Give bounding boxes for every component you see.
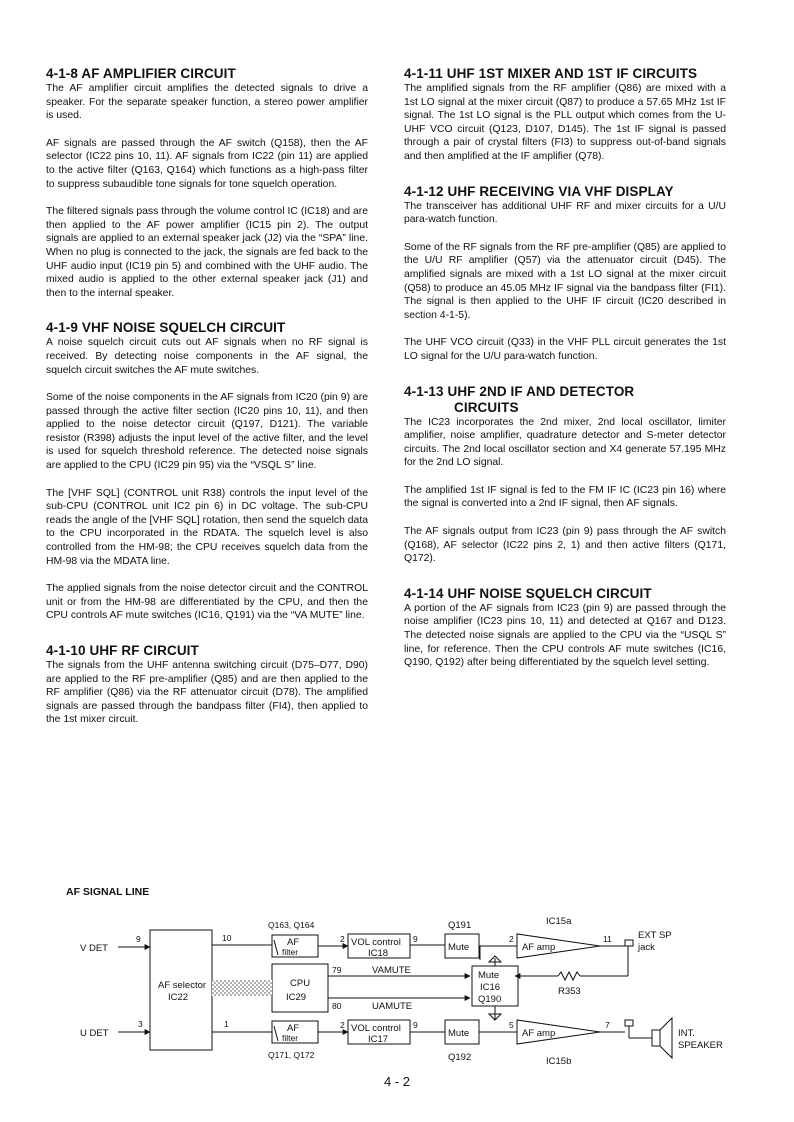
pin-label: 2 xyxy=(509,934,514,944)
pin-label: 2 xyxy=(340,1020,345,1030)
ext-sp-sub: jack xyxy=(638,942,655,953)
right-column xyxy=(404,66,726,684)
udet-label: U DET xyxy=(80,1028,109,1039)
af-amp-label: AF amp xyxy=(522,1028,556,1039)
data-bus xyxy=(212,980,272,996)
int-sp-label: INT. xyxy=(678,1028,695,1039)
q191-label: Q191 xyxy=(448,920,472,931)
section-uhf-1st-mixer xyxy=(404,66,726,164)
vdet-label: V DET xyxy=(80,943,108,954)
pin-label: 7 xyxy=(605,1020,610,1030)
ext-sp-jack xyxy=(625,940,633,946)
mute-label: Mute xyxy=(448,1028,470,1039)
cpu-label: CPU xyxy=(290,978,311,989)
uamute-label: UAMUTE xyxy=(372,1001,413,1012)
section-heading: 4-1-14 UHF NOISE SQUELCH CIRCUIT xyxy=(404,585,652,601)
mute-center-label: Mute xyxy=(478,970,500,981)
section-heading: 4-1-9 VHF NOISE SQUELCH CIRCUIT xyxy=(46,320,286,336)
pin-label: 3 xyxy=(138,1019,143,1029)
pin-label: 79 xyxy=(332,965,342,975)
paragraph: A noise squelch circuit cuts out AF signals when no RF signal is received. By detecting noise components in the AF signal, the squelch circuit switches the AF mute switches. xyxy=(46,337,368,376)
section-uhf-receiving-vhf-display xyxy=(404,184,726,364)
mute-center-q: Q190 xyxy=(478,994,502,1005)
section-heading: 4-1-11 UHF 1ST MIXER AND 1ST IF CIRCUITS xyxy=(404,66,698,81)
af-signal-line-diagram xyxy=(60,900,750,1090)
vol-ic: IC18 xyxy=(368,948,389,959)
af-selector-label: AF selector xyxy=(158,980,207,991)
ext-sp-label: EXT SP xyxy=(638,930,672,941)
q192-label: Q192 xyxy=(448,1052,472,1063)
section-heading: 4-1-10 UHF RF CIRCUIT xyxy=(46,643,199,658)
section-vhf-noise-squelch xyxy=(46,320,368,623)
section-heading xyxy=(404,384,726,416)
paragraph: Some of the RF signals from the RF pre-amplifier (Q85) are applied to the U/U RF amplifier (Q57) via the attenuator circuit (D45). The amplified signals are mixed with a 1st LO signal at the mixer circuit (Q58) to produce an 45.05 MHz IF signal via the bandpass filter (FI1). The signal is then applied to the UHF IF circuit (IC20 described in section 4-1-5). xyxy=(404,241,726,321)
paragraph: Some of the noise components in the AF signals from IC20 (pin 9) are passed through the active filter section (IC20 pins 10, 11), and then applied to the noise detector circuit (Q197, D121). The variable resistor (R398) adjusts the input level of the active filter, and the level is used for squelch threshold reference. The detected noise signals are applied to the CPU (IC29 pin 95) via the “VSQL S” line. xyxy=(46,392,368,472)
paragraph: The IC23 incorporates the 2nd mixer, 2nd local oscillator, limiter amplifier, noise amplifier, quadrature detector and S-meter detector circuits. The 2nd local oscillator section and X4 generate 57.195 MHz for the 2nd LO signal. xyxy=(404,416,726,469)
section-af-amplifier xyxy=(46,66,368,300)
af-filter-label: AF xyxy=(287,937,300,948)
af-amp-label: AF amp xyxy=(522,942,556,953)
pin-label: 80 xyxy=(332,1001,342,1011)
ic15b-label: IC15b xyxy=(546,1056,572,1067)
heading-line-1: 4-1-13 UHF 2ND IF AND DETECTOR xyxy=(404,383,635,399)
vol-ic: IC17 xyxy=(368,1034,389,1045)
paragraph: A portion of the AF signals from IC23 (pin 9) are passed through the noise amplifier (IC23 pins 10, 11) and detected at Q167 and D123. The detected noise signals are applied to the CPU via the “USQL S” line, for reference. Then the CPU controls AF mute switches (IC16, Q190, Q192) after being differentiated by the squelch level setting. xyxy=(404,602,726,669)
paragraph: The filtered signals pass through the volume control IC (IC18) and are then applied to the AF power amplifier (IC15 pin 2). The output signals are applied to an external speaker jack (J2) via the “SPA” line. When no plug is connected to the jack, the signals are fed back to the UHF audio input (IC19 pin 5) and combined with the UHF audio. The mixed audio is applied to the other external speaker jack (J1) and then to the internal speaker. xyxy=(46,206,368,299)
section-uhf-noise-squelch xyxy=(404,586,726,670)
section-heading: 4-1-8 AF AMPLIFIER CIRCUIT xyxy=(46,66,236,81)
paragraph: The UHF VCO circuit (Q33) in the VHF PLL circuit generates the 1st LO signal for the U/U para-watch function. xyxy=(404,337,726,362)
pin-label: 10 xyxy=(222,933,232,943)
int-jack xyxy=(625,1020,633,1026)
paragraph: The AF signals output from IC23 (pin 9) pass through the AF switch (Q168), AF selector (IC22 pins 2, 1) and then active filters (Q171, Q172). xyxy=(404,526,726,565)
paragraph: The amplified 1st IF signal is fed to the FM IF IC (IC23 pin 16) where the signal is converted into a 2nd IF signal, then AF signals. xyxy=(404,484,726,510)
mute-label: Mute xyxy=(448,942,470,953)
vamute-label: VAMUTE xyxy=(372,965,411,976)
section-uhf-rf xyxy=(46,643,368,727)
pin-label: 11 xyxy=(603,934,612,944)
mute-center-ic: IC16 xyxy=(480,982,501,993)
af-filter-sub: filter xyxy=(282,947,299,957)
left-column xyxy=(46,66,368,741)
pin-label: 5 xyxy=(509,1020,514,1030)
paragraph: The signals from the UHF antenna switching circuit (D75–D77, D90) are applied to the RF pre-amplifier (Q85) and are then applied to the RF amplifier (Q86) via the RF attenuator circuit (D78). The amplified signals are passed through the bandpass filter (FI4), then applied to the 1st mixer circuit. xyxy=(46,660,368,726)
r353-resistor xyxy=(558,972,580,980)
section-uhf-2nd-if xyxy=(404,384,726,566)
af-selector-ic: IC22 xyxy=(168,992,189,1003)
pin-label: 9 xyxy=(413,1020,418,1030)
vol-label: VOL control xyxy=(351,937,401,948)
q163-label: Q163, Q164 xyxy=(268,920,315,930)
speaker-body xyxy=(652,1030,660,1046)
q171-label: Q171, Q172 xyxy=(268,1050,315,1060)
paragraph: The [VHF SQL] (CONTROL unit R38) controls the input level of the sub-CPU (CONTROL unit IC2 pin 6) in DC voltage. The sub-CPU reads the angle of the [VHF SQL] rotation, then send the squelch data to the CPU incorporated in the RDATA. The squelch level is also controlled from the HM-98; the CPU receives squelch data from the HM-98 via the MDATA line. xyxy=(46,487,368,567)
paragraph: The applied signals from the noise detector circuit and the CONTROL unit or from the HM-98 are differentiated by the CPU, and then the CPU controls AF mute switches (IC16, Q191) via the “VA MUTE” line. xyxy=(46,583,368,622)
paragraph: The amplified signals from the RF amplifier (Q86) are mixed with a 1st LO signal at the mixer circuit (Q87) to produce a 57.65 MHz 1st IF signal. The 1st LO signal is the PLL output which comes from the U-UHF VCO circuit (Q123, D107, D145). The 1st IF signal is passed through a pair of crystal filters (FI3) to suppress out-of-band signals and then amplified at the IF amplifier (Q78). xyxy=(404,83,726,162)
af-filter-sub: filter xyxy=(282,1033,299,1043)
paragraph: The AF amplifier circuit amplifies the detected signals to drive a speaker. For the separate speaker function, a stereo power amplifier is used. xyxy=(46,83,368,122)
int-sp-sub: SPEAKER xyxy=(678,1040,723,1051)
heading-line-2: CIRCUITS xyxy=(454,399,519,415)
section-heading: 4-1-12 UHF RECEIVING VIA VHF DISPLAY xyxy=(404,183,674,199)
paragraph: The transceiver has additional UHF RF and mixer circuits for a U/U para-watch function. xyxy=(404,200,726,226)
pin-label: 2 xyxy=(340,934,345,944)
paragraph: AF signals are passed through the AF switch (Q158), then the AF selector (IC22 pins 10, 11). AF signals from IC22 (pin 11) are applied to the active filter (Q163, Q164) which functions as a high-pass filter to suppress subaudible tone signals for tone squelch operation. xyxy=(46,137,368,190)
pin-label: 9 xyxy=(136,934,141,944)
cpu-ic: IC29 xyxy=(286,992,307,1003)
speaker-cone xyxy=(660,1018,672,1058)
diagram-title: AF SIGNAL LINE xyxy=(66,886,150,898)
vol-label: VOL control xyxy=(351,1023,401,1034)
pin-label: 9 xyxy=(413,934,418,944)
pin-label: 1 xyxy=(224,1019,229,1029)
ic15a-label: IC15a xyxy=(546,916,572,927)
page-number: 4 - 2 xyxy=(383,1074,410,1089)
r353-label: R353 xyxy=(558,986,581,997)
af-filter-label: AF xyxy=(287,1023,300,1034)
